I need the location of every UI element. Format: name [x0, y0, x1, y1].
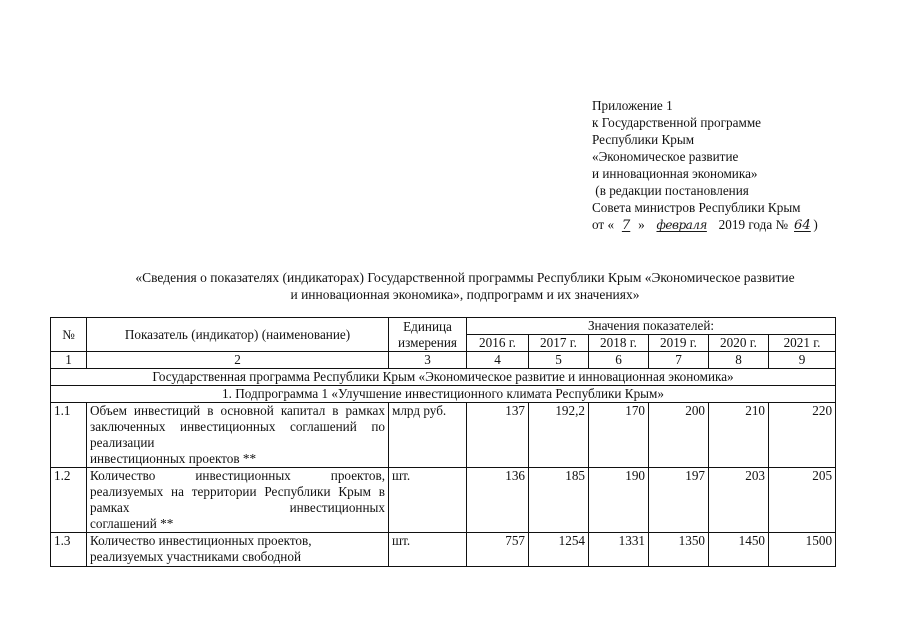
row-value: 1450: [709, 533, 769, 567]
column-number: 7: [649, 352, 709, 369]
subprogram-band: 1. Подпрограмма 1 «Улучшение инвестиционного климата Республики Крым»: [51, 386, 836, 403]
table-row: [51, 403, 836, 468]
row-value: 210: [709, 403, 769, 468]
row-num: 1.3: [51, 533, 87, 567]
row-name-line: Количество инвестиционных проектов,: [90, 468, 385, 483]
row-name-last: Количество инвестиционных проектов, реализуемых участниками свободной: [90, 533, 312, 564]
row-num: 1.2: [51, 468, 87, 533]
row-unit: шт.: [389, 533, 467, 567]
row-name-line: рамках заключенных инвестиционных: [90, 403, 385, 434]
row-name-line: реализуемых на территории Республики: [90, 484, 331, 499]
row-value: 190: [589, 468, 649, 533]
table-row: [51, 468, 836, 533]
program-band: Государственная программа Республики Крым «Экономическое развитие и инновационная экономика»: [51, 369, 836, 386]
heading-line-2: и инновационная экономика», подпрограмм и их значениях»: [290, 287, 640, 302]
header-num: №: [51, 318, 87, 352]
header-unit: [389, 318, 467, 352]
header-unit-line: Единица: [403, 318, 452, 334]
appendix-line: Приложение 1: [592, 98, 673, 113]
appendix-line: Совета министров Республики Крым: [592, 200, 801, 215]
column-number: 9: [769, 352, 836, 369]
appendix-line: к Государственной программе: [592, 115, 762, 130]
table-row: [51, 533, 836, 567]
row-unit: шт.: [389, 468, 467, 533]
appendix-line: Республики Крым: [592, 132, 695, 147]
row-value: 757: [467, 533, 529, 567]
column-number: 1: [51, 352, 87, 369]
appendix-line: (в редакции постановления: [592, 183, 749, 198]
row-value: 1350: [649, 533, 709, 567]
row-name-line: Объем инвестиций в основной капитал в: [90, 403, 339, 418]
header-year: 2021 г.: [769, 335, 836, 352]
indicators-table: [50, 317, 836, 567]
header-year: 2018 г.: [589, 335, 649, 352]
column-numbers-row: [51, 352, 836, 369]
appendix-line: «Экономическое развитие: [592, 149, 739, 164]
appendix-block: [592, 97, 892, 234]
header-year: 2017 г.: [529, 335, 589, 352]
date-suffix: ): [813, 217, 818, 232]
row-value: 203: [709, 468, 769, 533]
row-value: 170: [589, 403, 649, 468]
document-heading: [90, 269, 840, 303]
header-row: [51, 318, 836, 335]
row-value: 1254: [529, 533, 589, 567]
date-prefix: от «: [592, 217, 615, 232]
column-number: 3: [389, 352, 467, 369]
row-name-line: соглашений по реализации: [90, 419, 385, 450]
row-indicator-name: [87, 403, 389, 468]
heading-line-1: «Сведения о показателях (индикаторах) Государственной программы Республики Крым «Экономическое развитие: [135, 270, 795, 285]
header-year: 2019 г.: [649, 335, 709, 352]
row-unit: млрд руб.: [389, 403, 467, 468]
header-unit-line: измерения: [398, 334, 457, 350]
row-value: 137: [467, 403, 529, 468]
row-value: 220: [769, 403, 836, 468]
handwritten-number: 64: [794, 218, 811, 233]
appendix-date-line: [592, 216, 892, 234]
row-name-last: инвестиционных проектов **: [90, 451, 257, 466]
row-value: 192,2: [529, 403, 589, 468]
row-value: 1500: [769, 533, 836, 567]
header-year: 2020 г.: [709, 335, 769, 352]
row-value: 185: [529, 468, 589, 533]
column-number: 6: [589, 352, 649, 369]
header-indicator: Показатель (индикатор) (наименование): [87, 318, 389, 352]
column-number: 5: [529, 352, 589, 369]
row-value: 197: [649, 468, 709, 533]
row-value: 205: [769, 468, 836, 533]
appendix-line: и инновационная экономика»: [592, 166, 758, 181]
program-band-row: [51, 369, 836, 386]
row-value: 1331: [589, 533, 649, 567]
row-indicator-name: [87, 468, 389, 533]
handwritten-day: 7: [621, 218, 631, 233]
row-value: 136: [467, 468, 529, 533]
row-value: 200: [649, 403, 709, 468]
header-values-title: Значения показателей:: [467, 318, 836, 335]
header-year: 2016 г.: [467, 335, 529, 352]
column-number: 2: [87, 352, 389, 369]
column-number: 4: [467, 352, 529, 369]
row-num: 1.1: [51, 403, 87, 468]
date-mid: »: [638, 217, 645, 232]
column-number: 8: [709, 352, 769, 369]
row-indicator-name: [87, 533, 389, 567]
handwritten-month: февраля: [656, 218, 707, 232]
row-name-line: Крым в рамках инвестиционных: [90, 484, 385, 515]
row-name-last: соглашений **: [90, 516, 174, 531]
date-year-text: 2019 года №: [718, 217, 789, 232]
subprogram-band-row: [51, 386, 836, 403]
